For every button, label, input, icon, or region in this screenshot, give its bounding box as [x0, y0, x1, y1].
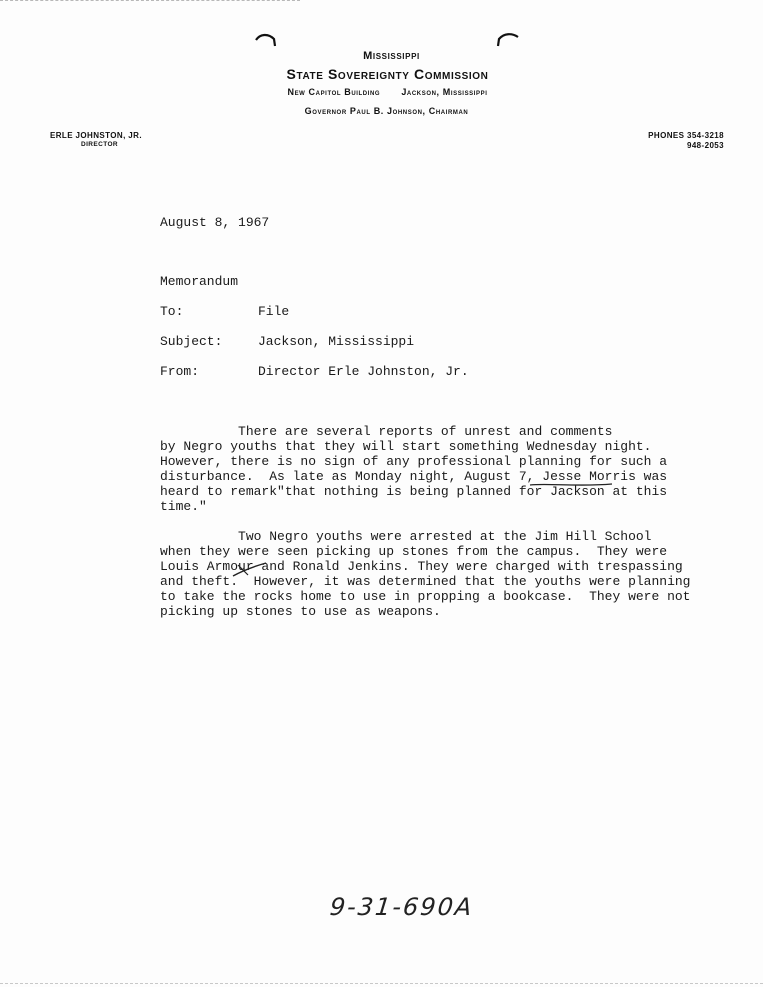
- body-line: by Negro youths that they will start something Wednesday night.: [160, 439, 652, 454]
- handwritten-strike-mark: [230, 561, 270, 579]
- body-line: Louis Armour and Ronald Jenkins. They were charged with trespassing: [160, 559, 683, 574]
- body-line: when they were seen picking up stones from the campus. They were: [160, 544, 668, 559]
- body-line: However, there is no sign of any professional planning for such a: [160, 454, 668, 469]
- body-line: There are several reports of unrest and comments: [160, 424, 613, 439]
- letterhead-city: Jackson, Mississippi: [401, 87, 488, 97]
- handwritten-file-number: 9-31-690A: [328, 893, 475, 921]
- handwritten-underline-mark: [528, 482, 614, 488]
- body-line: heard to remark"that nothing is being planned for Jackson at this: [160, 484, 668, 499]
- body-line: time.": [160, 499, 207, 514]
- subject-label: Subject:: [160, 334, 223, 349]
- subject-value: Jackson, Mississippi: [258, 334, 415, 349]
- letterhead-governor: Governor Paul B. Johnson, Chairman: [304, 106, 469, 116]
- scan-edge-top: [0, 0, 300, 1]
- from-label: From:: [160, 364, 200, 379]
- body-line: Two Negro youths were arrested at the Jim Hill School: [160, 529, 652, 544]
- letterhead-corner-mark-left: [254, 32, 278, 48]
- phone-line-1: PHONES 354-3218: [648, 131, 724, 140]
- to-value: File: [258, 304, 290, 319]
- to-label: To:: [160, 304, 184, 319]
- from-value: Director Erle Johnston, Jr.: [258, 364, 469, 379]
- letterhead-corner-mark-right: [496, 32, 520, 48]
- letterhead-building: New Capitol Building: [287, 87, 381, 97]
- body-line: and theft. However, it was determined that the youths were planning: [160, 574, 691, 589]
- phone-line-2: 948-2053: [686, 141, 724, 150]
- body-line: disturbance. As late as Monday night, August 7, Jesse Morris was: [160, 469, 668, 484]
- body-line: picking up stones to use as weapons.: [160, 604, 441, 619]
- memo-type: Memorandum: [160, 274, 239, 289]
- scan-edge-bottom: [0, 983, 763, 984]
- body-line: to take the rocks home to use in propping a bookcase. They were not: [160, 589, 691, 604]
- director-name: ERLE JOHNSTON, JR.: [50, 131, 142, 140]
- letterhead-address: [0, 87, 763, 97]
- memo-date: August 8, 1967: [160, 215, 270, 230]
- letterhead-commission: State Sovereignty Commission: [286, 66, 489, 82]
- letterhead-state: Mississippi: [363, 50, 420, 62]
- director-title: DIRECTOR: [81, 141, 119, 148]
